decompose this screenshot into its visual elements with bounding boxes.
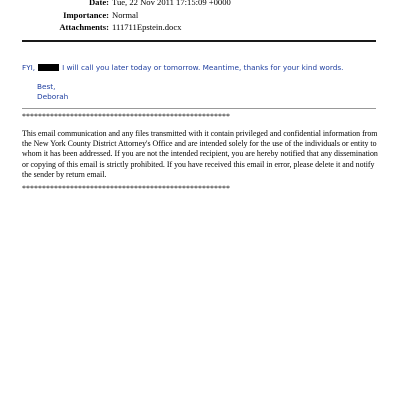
header-divider <box>22 40 376 42</box>
date-value: Tue, 22 Nov 2011 17:15:09 +0000 <box>112 0 231 7</box>
attachments-label: Attachments: <box>59 22 109 32</box>
signature: Deborah <box>37 92 69 101</box>
message-divider <box>22 108 376 109</box>
attachment-link[interactable]: 111711Epstein.docx <box>112 22 182 32</box>
message-line <box>22 63 344 72</box>
confidentiality-disclaimer: This email communication and any files transmitted with it contain privileged and confidential information from the New York County District Attorney's Office and are intended solely for the use of the individuals or entity to whom it has been addressed. If you are not the intended recipient, you are hereby notified that any dissemination or copying of this email is strictly prohibited. If you have received this email in error, please delete it and notify the sender by return email. <box>22 129 378 179</box>
closing: Best, <box>37 82 56 91</box>
stars-bottom: **************************************************** <box>22 184 230 193</box>
stars-top: **************************************************** <box>22 112 230 121</box>
redaction-box <box>38 64 59 71</box>
message-text: I will call you later today or tomorrow. Meantime, thanks for your kind words. <box>62 63 344 72</box>
date-label: Date: <box>88 0 109 7</box>
message-prefix: FYI, <box>22 63 36 72</box>
importance-label: Importance: <box>63 10 109 20</box>
importance-value: Normal <box>112 10 139 20</box>
